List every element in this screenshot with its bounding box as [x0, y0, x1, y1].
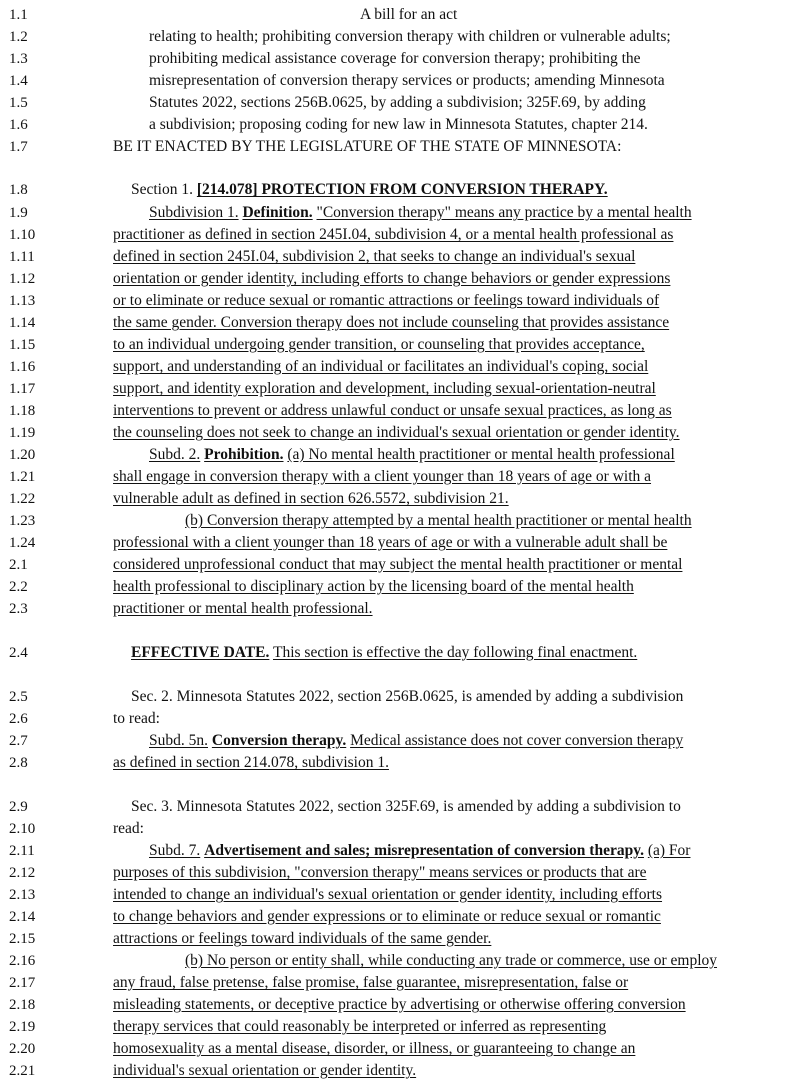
bill-line [0, 642, 800, 664]
bill-line [0, 686, 800, 708]
line-text [113, 884, 662, 906]
line-text [185, 950, 717, 972]
line-text [360, 4, 457, 26]
line-text [113, 598, 373, 620]
body-text: professional with a client younger than 18 years of age or with a vulnerable adult shall be [113, 534, 668, 551]
bill-line [0, 4, 800, 26]
line-number: 2.6 [9, 711, 28, 727]
line-number: 1.9 [9, 205, 28, 221]
body-text: Subd. 2. [149, 446, 201, 463]
line-text [113, 972, 628, 994]
body-text: support, and identity exploration and development, including sexual-orientation-neutral [113, 380, 656, 397]
line-number: 2.3 [9, 601, 28, 617]
bill-line [0, 290, 800, 312]
line-number: 1.8 [9, 182, 28, 198]
body-text: A bill for an act [360, 6, 458, 23]
line-number: 2.18 [9, 997, 36, 1013]
line-text [113, 268, 670, 290]
line-number: 1.10 [9, 227, 36, 243]
bill-line [0, 202, 800, 224]
line-number: 1.11 [9, 249, 35, 265]
bill-line [0, 598, 800, 620]
bill-line [0, 928, 800, 950]
line-text [113, 466, 651, 488]
bill-line [0, 444, 800, 466]
bill-line [0, 752, 800, 774]
line-number: 2.8 [9, 755, 28, 771]
body-text: misrepresentation of conversion therapy services or products; amending Minnesota [149, 72, 665, 89]
body-text: (a) For [647, 842, 691, 859]
line-number: 1.13 [9, 293, 36, 309]
line-text [131, 796, 681, 818]
line-number: 1.3 [9, 51, 28, 67]
body-text: "Conversion therapy" means any practice by a mental health [316, 204, 692, 221]
line-text [149, 202, 692, 224]
bill-line [0, 246, 800, 268]
line-text [113, 356, 648, 378]
body-text: homosexuality as a mental disease, disorder, or illness, or guaranteeing to change an [113, 1040, 636, 1057]
bill-line [0, 334, 800, 356]
body-text: a subdivision; proposing coding for new law in Minnesota Statutes, chapter 214. [149, 116, 648, 133]
bold-heading-text: Advertisement and sales; misrepresentation of conversion therapy. [204, 842, 644, 859]
line-number: 1.12 [9, 271, 36, 287]
line-text [149, 444, 675, 466]
line-text [113, 488, 509, 510]
bill-line [0, 70, 800, 92]
bill-line [0, 378, 800, 400]
line-number: 1.5 [9, 95, 28, 111]
body-text: Subd. 7. [149, 842, 201, 859]
line-number: 2.1 [9, 557, 28, 573]
body-text: relating to health; prohibiting conversion therapy with children or vulnerable adults; [149, 28, 671, 45]
body-text: (a) No mental health practitioner or mental health professional [287, 446, 675, 463]
line-text [113, 378, 656, 400]
line-text [149, 730, 683, 752]
body-text: Sec. 2. Minnesota Statutes 2022, section 256B.0625, is amended by adding a subdivision [131, 688, 684, 705]
bill-line [0, 730, 800, 752]
bill-line [0, 994, 800, 1016]
line-number: 1.1 [9, 7, 28, 23]
line-text [131, 179, 608, 201]
line-text [113, 554, 682, 576]
line-number: 1.23 [9, 513, 36, 529]
line-text [113, 906, 661, 928]
line-text [131, 642, 637, 664]
bill-line [0, 510, 800, 532]
bill-line [0, 818, 800, 840]
line-text [113, 928, 491, 950]
bill-line [0, 840, 800, 862]
line-text [113, 400, 672, 422]
bill-line [0, 884, 800, 906]
body-text: Statutes 2022, sections 256B.0625, by adding a subdivision; 325F.69, by adding [149, 94, 646, 111]
line-text [113, 752, 389, 774]
line-number: 2.14 [9, 909, 36, 925]
line-text [113, 224, 673, 246]
body-text: support, and understanding of an individual or facilitates an individual's coping, social [113, 358, 649, 375]
line-text [185, 510, 692, 532]
bill-line [0, 950, 800, 972]
body-text: the counseling does not seek to change an individual's sexual orientation or gender identity. [113, 424, 680, 441]
body-text: defined in section 245I.04, subdivision 2, that seeks to change an individual's sexual [113, 248, 636, 265]
line-text [149, 70, 665, 92]
line-text [113, 334, 645, 356]
bill-line [0, 136, 800, 158]
bill-line [0, 26, 800, 48]
line-number: 1.16 [9, 359, 36, 375]
line-number: 1.24 [9, 535, 36, 551]
line-number: 1.7 [9, 139, 28, 155]
bill-line [0, 268, 800, 290]
line-number: 2.20 [9, 1041, 36, 1057]
body-text: read: [113, 820, 144, 837]
body-text: Subdivision 1. [149, 204, 239, 221]
line-text [113, 136, 621, 158]
body-text: Sec. 3. Minnesota Statutes 2022, section 325F.69, is amended by adding a subdivision to [131, 798, 681, 815]
body-text: vulnerable adult as defined in section 626.5572, subdivision 21. [113, 490, 509, 507]
bill-line [0, 179, 800, 201]
line-number: 2.4 [9, 645, 28, 661]
line-text [149, 26, 671, 48]
bold-heading-text: Definition. [242, 204, 313, 221]
body-text: to an individual undergoing gender transition, or counseling that provides acceptance, [113, 336, 645, 353]
body-text: practitioner as defined in section 245I.04, subdivision 4, or a mental health professional as [113, 226, 674, 243]
body-text: Medical assistance does not cover conversion therapy [350, 732, 684, 749]
line-number: 1.4 [9, 73, 28, 89]
bill-line [0, 400, 800, 422]
body-text: This section is effective the day following final enactment. [272, 644, 638, 661]
line-text [149, 114, 648, 136]
bill-line [0, 906, 800, 928]
body-text: to read: [113, 710, 160, 727]
body-text: as defined in section 214.078, subdivision 1. [113, 754, 389, 771]
bill-line [0, 356, 800, 378]
line-number: 1.22 [9, 491, 36, 507]
line-number: 2.16 [9, 953, 36, 969]
line-text [113, 576, 634, 598]
line-text [149, 840, 690, 862]
line-number: 2.2 [9, 579, 28, 595]
body-text: practitioner or mental health professional. [113, 600, 373, 617]
body-text: considered unprofessional conduct that may subject the mental health practitioner or mental [113, 556, 683, 573]
body-text: health professional to disciplinary action by the licensing board of the mental health [113, 578, 634, 595]
bill-line [0, 1060, 800, 1082]
bill-line [0, 224, 800, 246]
line-number: 2.5 [9, 689, 28, 705]
body-text: therapy services that could reasonably be interpreted or inferred as representing [113, 1018, 607, 1035]
line-text [149, 92, 646, 114]
line-text [113, 862, 647, 884]
line-text [113, 422, 680, 444]
bold-heading-text: Prohibition. [204, 446, 284, 463]
body-text: any fraud, false pretense, false promise, false guarantee, misrepresentation, false or [113, 974, 629, 991]
bill-line [0, 488, 800, 510]
line-number: 2.7 [9, 733, 28, 749]
line-text [113, 994, 686, 1016]
body-text: or to eliminate or reduce sexual or romantic attractions or feelings toward individuals of [113, 292, 660, 309]
body-text: interventions to prevent or address unlawful conduct or unsafe sexual practices, as long as [113, 402, 672, 419]
bill-line [0, 554, 800, 576]
line-number: 1.21 [9, 469, 36, 485]
line-number: 2.13 [9, 887, 36, 903]
line-number: 1.14 [9, 315, 36, 331]
bill-line [0, 708, 800, 730]
bill-line [0, 92, 800, 114]
body-text: misleading statements, or deceptive practice by advertising or otherwise offering conversion [113, 996, 686, 1013]
line-number: 1.6 [9, 117, 28, 133]
line-text [149, 48, 641, 70]
bill-line [0, 796, 800, 818]
line-text [131, 686, 683, 708]
line-number: 2.11 [9, 843, 35, 859]
line-number: 1.2 [9, 29, 28, 45]
body-text: BE IT ENACTED BY THE LEGISLATURE OF THE STATE OF MINNESOTA: [113, 138, 622, 155]
line-text [113, 312, 669, 334]
line-text [113, 246, 635, 268]
bill-line [0, 972, 800, 994]
line-number: 2.15 [9, 931, 36, 947]
body-text: orientation or gender identity, including efforts to change behaviors or gender expressions [113, 270, 671, 287]
line-number: 2.9 [9, 799, 28, 815]
line-number: 2.19 [9, 1019, 36, 1035]
bold-heading-text: [214.078] PROTECTION FROM CONVERSION THERAPY. [196, 181, 608, 198]
bill-line [0, 422, 800, 444]
line-number: 2.21 [9, 1063, 36, 1079]
body-text: Subd. 5n. [149, 732, 208, 749]
body-text: (b) Conversion therapy attempted by a mental health practitioner or mental health [185, 512, 692, 529]
line-number: 1.18 [9, 403, 36, 419]
line-number: 1.17 [9, 381, 36, 397]
line-text [113, 818, 144, 840]
bold-heading-text: Conversion therapy. [211, 732, 347, 749]
bill-line [0, 114, 800, 136]
body-text: to change behaviors and gender expressions or to eliminate or reduce sexual or romantic [113, 908, 661, 925]
bold-heading-text: EFFECTIVE DATE. [131, 644, 270, 661]
body-text: individual's sexual orientation or gender identity. [113, 1062, 417, 1079]
body-text: purposes of this subdivision, "conversion therapy" means services or products that are [113, 864, 647, 881]
body-text: attractions or feelings toward individuals of the same gender. [113, 930, 492, 947]
body-text: (b) No person or entity shall, while conducting any trade or commerce, use or employ [185, 952, 718, 969]
bill-line [0, 576, 800, 598]
line-number: 2.10 [9, 821, 36, 837]
body-text: intended to change an individual's sexual orientation or gender identity, including efforts [113, 886, 663, 903]
line-number: 1.19 [9, 425, 36, 441]
line-text [113, 1038, 635, 1060]
line-text [113, 532, 667, 554]
body-text: shall engage in conversion therapy with a client younger than 18 years of age or with a [113, 468, 652, 485]
body-text: prohibiting medical assistance coverage for conversion therapy; prohibiting the [149, 50, 641, 67]
bill-line [0, 1038, 800, 1060]
line-text [113, 708, 160, 730]
line-number: 1.20 [9, 447, 36, 463]
line-text [113, 1060, 416, 1082]
body-text: Section 1. [131, 181, 197, 198]
line-number: 2.12 [9, 865, 36, 881]
bill-line [0, 862, 800, 884]
bill-line [0, 312, 800, 334]
body-text: the same gender. Conversion therapy does not include counseling that provides assistance [113, 314, 670, 331]
bill-line [0, 466, 800, 488]
line-number: 2.17 [9, 975, 36, 991]
bill-line [0, 532, 800, 554]
bill-line [0, 1016, 800, 1038]
line-number: 1.15 [9, 337, 36, 353]
bill-line [0, 48, 800, 70]
line-text [113, 290, 659, 312]
line-text [113, 1016, 606, 1038]
